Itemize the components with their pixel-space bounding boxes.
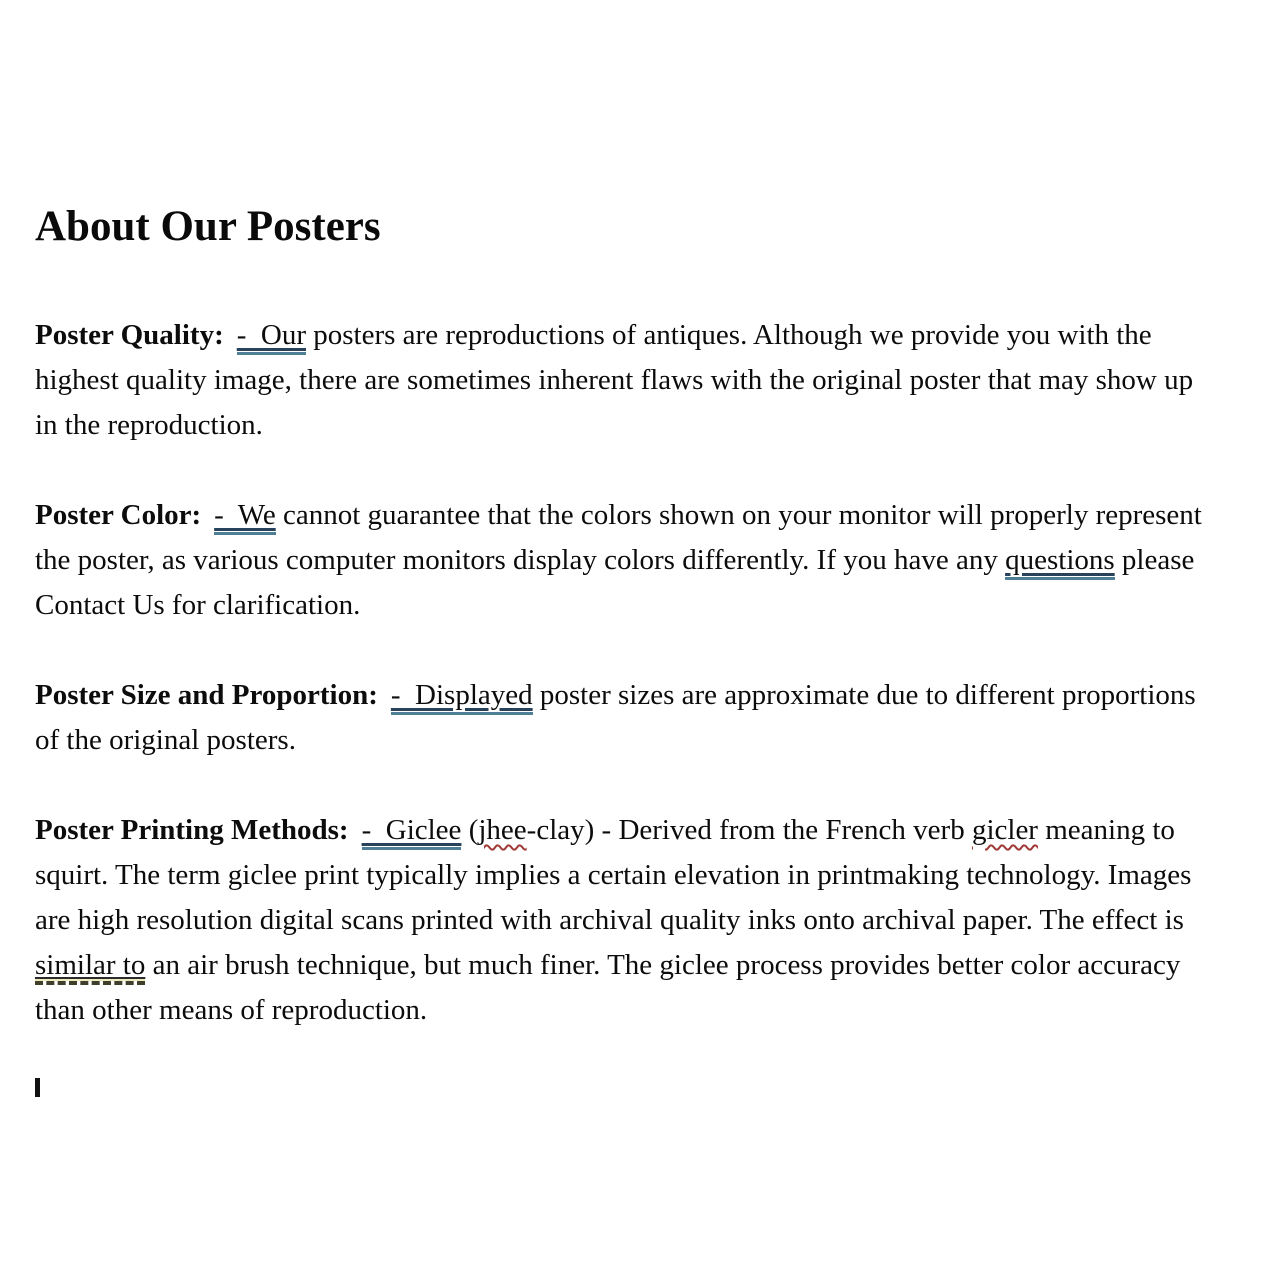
- poster-printing-text-3: meaning to squirt. The term giclee print typically implies a certain elevation in printmaking technology. Images are high resolution digital scans printed with archival quality inks onto archival paper. The effect is: [35, 814, 1192, 936]
- page-title: About Our Posters: [35, 203, 381, 250]
- poster-color-label: Poster Color:: [35, 499, 202, 531]
- grammar-checked-phrase: similar to: [35, 949, 145, 985]
- paragraph-poster-quality: [35, 313, 1211, 448]
- poster-size-text: poster sizes are approximate due to different proportions of the original posters.: [35, 679, 1196, 756]
- questions-underlined-word: questions: [1005, 544, 1115, 580]
- poster-size-label: Poster Size and Proportion:: [35, 679, 378, 711]
- poster-printing-text-4: an air brush technique, but much finer. The giclee process provides better color accuracy than other means of reproduction.: [35, 949, 1181, 1026]
- poster-quality-label: Poster Quality:: [35, 319, 224, 351]
- poster-printing-text-1: (: [461, 814, 479, 846]
- misspelled-word-jhee: jhee: [478, 814, 527, 846]
- poster-size-underlined-lead: - Displayed: [391, 679, 533, 715]
- poster-quality-underlined-lead: - Our: [237, 319, 306, 355]
- poster-printing-text-2: -clay) - Derived from the French verb: [526, 814, 972, 846]
- poster-color-text-after: please Contact Us for clarification.: [35, 544, 1195, 621]
- poster-printing-underlined-lead: - Giclee: [362, 814, 462, 850]
- paragraph-poster-size: [35, 673, 1211, 763]
- poster-color-underlined-lead: - We: [214, 499, 276, 535]
- misspelled-word-gicler: gicler: [971, 814, 1038, 846]
- text-cursor: [35, 1078, 40, 1097]
- poster-color-text-before: cannot guarantee that the colors shown on your monitor will properly represent the poster, as various computer monitors display colors differently. If you have any: [35, 499, 1202, 576]
- poster-printing-label: Poster Printing Methods:: [35, 814, 349, 846]
- paragraph-poster-color: [35, 493, 1211, 628]
- poster-quality-text: posters are reproductions of antiques. Although we provide you with the highest quality image, there are sometimes inherent flaws with the original poster that may show up in the reproduction.: [35, 319, 1194, 441]
- paragraph-poster-printing: [35, 808, 1211, 1033]
